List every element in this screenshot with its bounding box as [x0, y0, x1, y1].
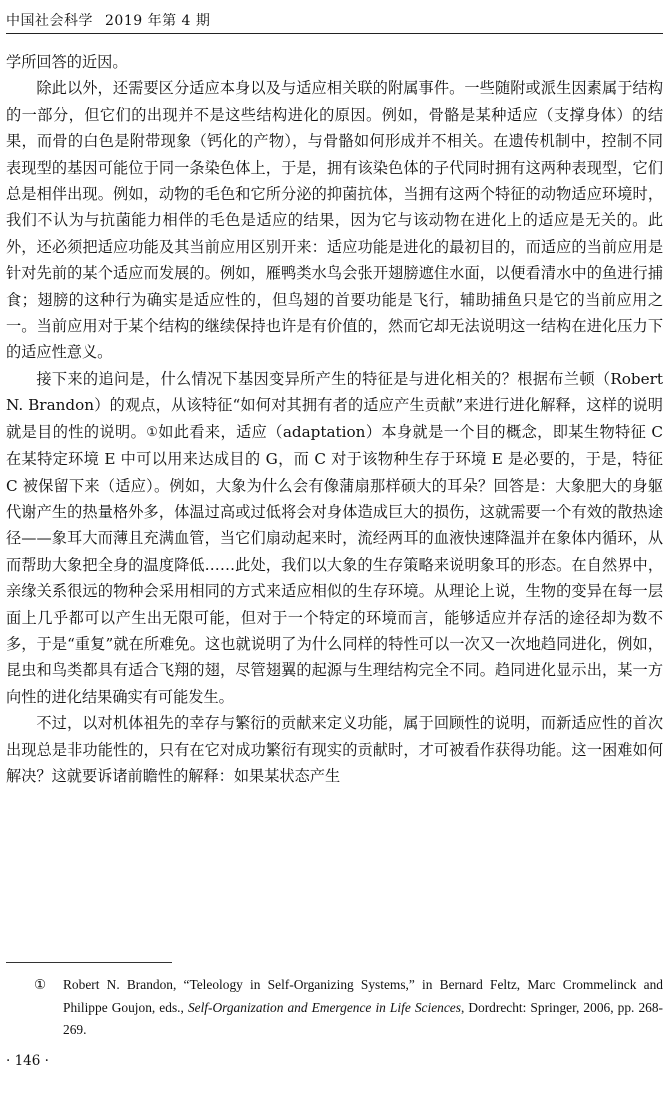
running-header — [6, 10, 663, 34]
footnote — [6, 974, 663, 1042]
footnote-body — [63, 974, 663, 1042]
article-body — [6, 49, 663, 789]
footnote-divider — [6, 962, 172, 963]
footnote-reference[interactable]: ① — [146, 424, 159, 440]
paragraph-3 — [6, 366, 663, 710]
paragraph-3-continued: 如此看来，适应（adaptation）本身就是一个目的概念，即某生物特征 C 在某特定环境 E 中可以用来达成目的 G，而 C 对于该物种生存于环境 E 是必要的，于是，特征 C 被保留下来（适应）。例如，大象为什么会有像蒲扇那样硕大的耳朵？回答是：大象肥大的身躯代谢产生的热量格外多，体温过高或过低将会对身体造成巨大的损伤，这就需要一个有效的散热途径——象耳大而薄且充满血管，当它们扇动起来时，流经两耳的血液快速降温并在象体内循环，从而帮助大象把全身的温度降低……此处，我们以大象的生存策略来说明象耳的形态。在自然界中，亲缘关系很远的物种会采用相同的方式来适应相似的生存环境。从理论上说，生物的变异在每一层面上几乎都可以产生出无限可能，但对于一个特定的环境而言，能够适应并存活的途径却为数不多，于是“重复”就在所难免。这也就说明了为什么同样的特性可以一次又一次地趋同进化，例如，昆虫和鸟类都具有适合飞翔的翅，尽管翅翼的起源与生理结构完全不同。趋同进化显示出，某一方向性的进化结果确实有可能发生。 — [6, 422, 664, 706]
footnote-publication: , Dordrecht: Springer, 2006, pp. 268-269. — [63, 999, 663, 1037]
page-number: · 146 · — [6, 1053, 49, 1069]
paragraph-2: 除此以外，还需要区分适应本身以及与适应相关联的附属事件。一些随附或派生因素属于结构的一部分，但它们的出现并不是这些结构进化的原因。例如，骨骼是某种适应（支撑身体）的结果，而骨的白色是附带现象（钙化的产物），与骨骼如何形成并不相关。在遗传机制中，控制不同表现型的基因可能位于同一条染色体上，于是，拥有该染色体的子代同时拥有这两种表现型，它们总是相伴出现。例如，动物的毛色和它所分泌的抑菌抗体，当拥有这两个特征的动物适应环境时，我们不认为与抗菌能力相伴的毛色是适应的结果，因为它与该动物在进化上的适应是无关的。此外，还必须把适应功能及其当前应用区别开来：适应功能是进化的最初目的，而适应的当前应用是针对先前的某个适应而发展的。例如，雁鸭类水鸟会张开翅膀遮住水面，以便看清水中的鱼进行捕食；翅膀的这种行为确实是适应性的，但鸟翅的首要功能是飞行，辅助捕鱼只是它的当前应用之一。当前应用对于某个结构的继续保持也许是有价值的，然而它却无法说明这一结构在进化压力下的适应性意义。 — [6, 79, 663, 362]
journal-title: 中国社会科学 — [6, 13, 93, 29]
paragraph-3-text: 接下来的追问是，什么情况下基因变异所产生的特征是与进化相关的？根据布兰顿（Robert N. Brandon）的观点，从该特征“如何对其拥有者的适应产生贡献”来进行进化解释，这样的说明就是目的性的说明。 — [6, 369, 663, 441]
footnote-citation: Robert N. Brandon, “Teleology in Self-Organizing Systems,” in Bernard Feltz, Marc Crommelinck and Philippe Goujon, eds., — [63, 977, 663, 1015]
footnote-book-title: Self-Organization and Emergence in Life Sciences — [187, 999, 461, 1015]
paragraph-1: 学所回答的近因。 — [6, 53, 128, 71]
paragraph-4: 不过，以对机体祖先的幸存与繁衍的贡献来定义功能，属于回顾性的说明，而新适应性的首次出现总是非功能性的，只有在它对成功繁衍有现实的贡献时，才可被看作获得功能。这一困难如何解决？这就要诉诸前瞻性的解释：如果某状态产生 — [6, 714, 663, 785]
issue-label: 2019 年第 4 期 — [105, 13, 211, 29]
footnote-mark: ① — [34, 977, 47, 992]
